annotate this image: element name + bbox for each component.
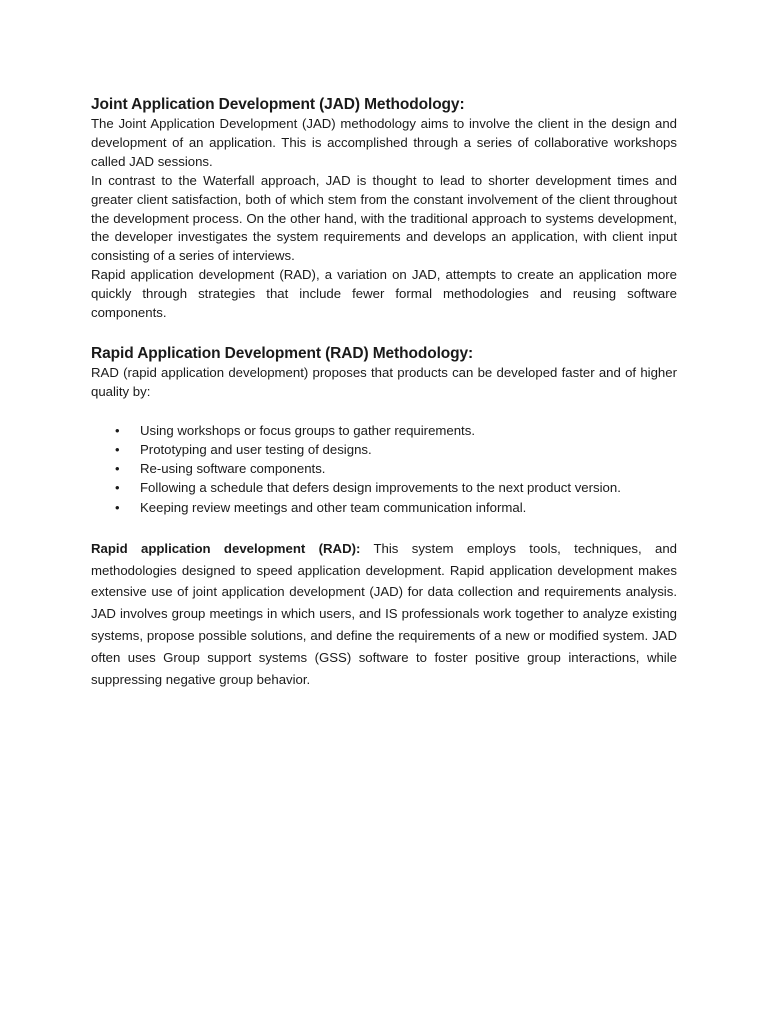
list-item xyxy=(91,459,677,478)
list-item-text: Re-using software components. xyxy=(140,461,326,477)
jad-paragraph-3: Rapid application development (RAD), a variation on JAD, attempts to create an application more quickly through strategies that include fewer formal methodologies and reusing software components. xyxy=(91,267,677,321)
list-item xyxy=(91,421,677,440)
list-item xyxy=(91,440,677,459)
rad-definition-paragraph xyxy=(91,538,677,691)
jad-paragraph-2: In contrast to the Waterfall approach, JAD is thought to lead to shorter development times and greater client satisfaction, both of which stem from the constant involvement of the client throughout the development process. On the other hand, with the traditional approach to systems development, the developer investigates the system requirements and develops an application, with client input consisting of a series of interviews. xyxy=(91,172,677,264)
list-item-text: Keeping review meetings and other team communication informal. xyxy=(140,499,527,515)
bullet-icon: • xyxy=(115,461,120,477)
jad-paragraph-1: The Joint Application Development (JAD) methodology aims to involve the client in the design and development of an application. This is accomplished through a series of collaborative workshops called JAD sessions. xyxy=(91,116,677,169)
rad-bullet-list xyxy=(91,421,677,517)
jad-heading: Joint Application Development (JAD) Methodology: xyxy=(91,96,465,113)
rad-intro: RAD (rapid application development) proposes that products can be developed faster and of higher quality by: xyxy=(91,364,677,399)
list-item xyxy=(91,498,677,517)
document-page xyxy=(91,95,677,690)
bullet-icon: • xyxy=(115,441,120,457)
rad-heading: Rapid Application Development (RAD) Methodology: xyxy=(91,344,474,362)
bullet-icon: • xyxy=(115,480,120,496)
list-item-text: Prototyping and user testing of designs. xyxy=(140,441,372,457)
list-item xyxy=(91,478,677,497)
list-item-text: Using workshops or focus groups to gather requirements. xyxy=(140,422,475,438)
bullet-icon: • xyxy=(115,422,120,438)
rad-definition-text: This system employs tools, techniques, and methodologies designed to speed application development. Rapid application development makes extensive use of joint application development (JAD) for data collection and requirements analysis. JAD involves group meetings in which users, and IS professionals work together to analyze existing systems, propose possible solutions, and define the requirements of a new or modified system. JAD often uses Group support systems (GSS) software to foster positive group interactions, while suppressing negative group behavior. xyxy=(91,540,677,687)
rad-definition-term: Rapid application development (RAD): xyxy=(91,540,361,556)
list-item-text: Following a schedule that defers design improvements to the next product version. xyxy=(140,480,621,496)
bullet-icon: • xyxy=(115,499,120,515)
